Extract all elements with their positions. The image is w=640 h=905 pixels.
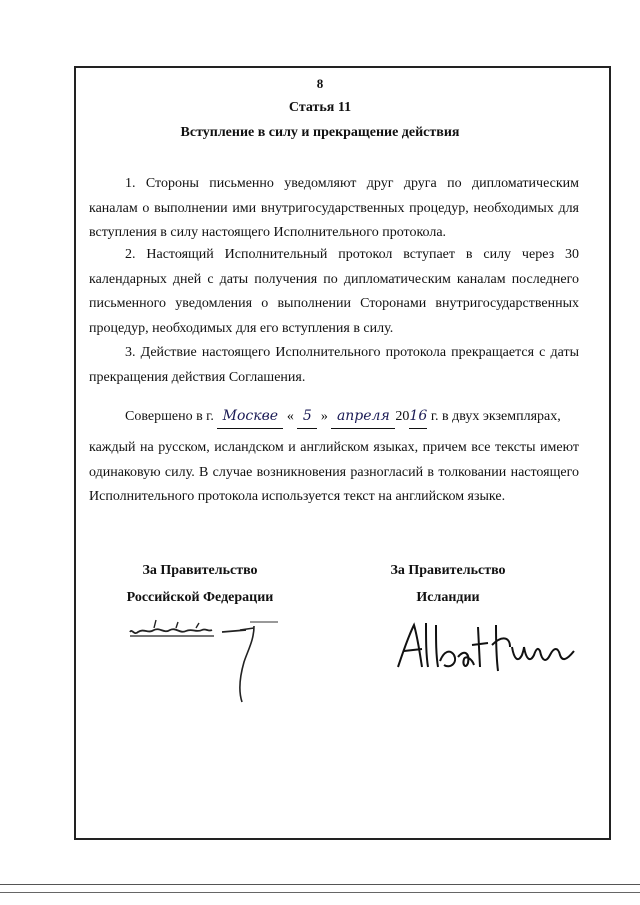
frame-top-border (74, 66, 611, 68)
signatory-iceland-line1: За Правительство (390, 563, 506, 578)
quote-open: « (286, 409, 294, 424)
year-prefix: 20 (395, 409, 410, 424)
after-year-text: г. в двух экземплярах, (430, 409, 561, 424)
article-number: Статья 11 (288, 100, 352, 115)
signatory-russia-line1: За Правительство (142, 563, 258, 578)
quote-close: » (320, 409, 328, 424)
paragraph-1: 1. Стороны письменно уведомляют друг друга по дипломатическим каналам о выполнении ими внутригосударственных процедур, необходимых для вступления в силу настоящего Исполнительного протокола. (89, 176, 579, 240)
signatory-iceland (348, 557, 548, 611)
signatory-russia (100, 557, 300, 611)
paragraph-2: 2. Настоящий Исполнительный протокол вступает в силу через 30 календарных дней с даты получения по дипломатическим каналам последнего письменного уведомления о выполнении Сторонами внутригосударственных процедур, необходимых для его вступления в силу. (89, 247, 579, 336)
signatory-russia-line2: Российской Федерации (126, 590, 274, 605)
handwritten-day: 5 (297, 404, 317, 429)
signing-continuation: каждый на русском, исландском и английском языках, причем все тексты имеют одинаковую силу. В случае возникновения разногласий в толковании настоящего Исполнительного протокола используется текст на английском языке. (89, 440, 579, 504)
handwritten-year: 16 (409, 404, 427, 429)
signing-place-date-line (89, 404, 579, 429)
signatory-iceland-line2: Исландии (416, 590, 480, 605)
frame-right-border (609, 66, 611, 840)
frame-bottom-border (74, 838, 611, 840)
signing-prefix: Совершено в г. (125, 409, 214, 424)
handwritten-month: апреля (331, 404, 395, 429)
paragraph-3: 3. Действие настоящего Исполнительного протокола прекращается с даты прекращения действия Соглашения. (89, 345, 579, 385)
page-number: 8 (316, 76, 324, 91)
signature-iceland (392, 615, 582, 685)
scan-edge-line-2 (0, 892, 640, 893)
article-title: Вступление в силу и прекращение действия (180, 125, 460, 140)
handwritten-city: Москве (217, 404, 283, 429)
scan-edge-line (0, 884, 640, 885)
frame-left-border (74, 66, 76, 840)
signature-russia (118, 610, 288, 710)
